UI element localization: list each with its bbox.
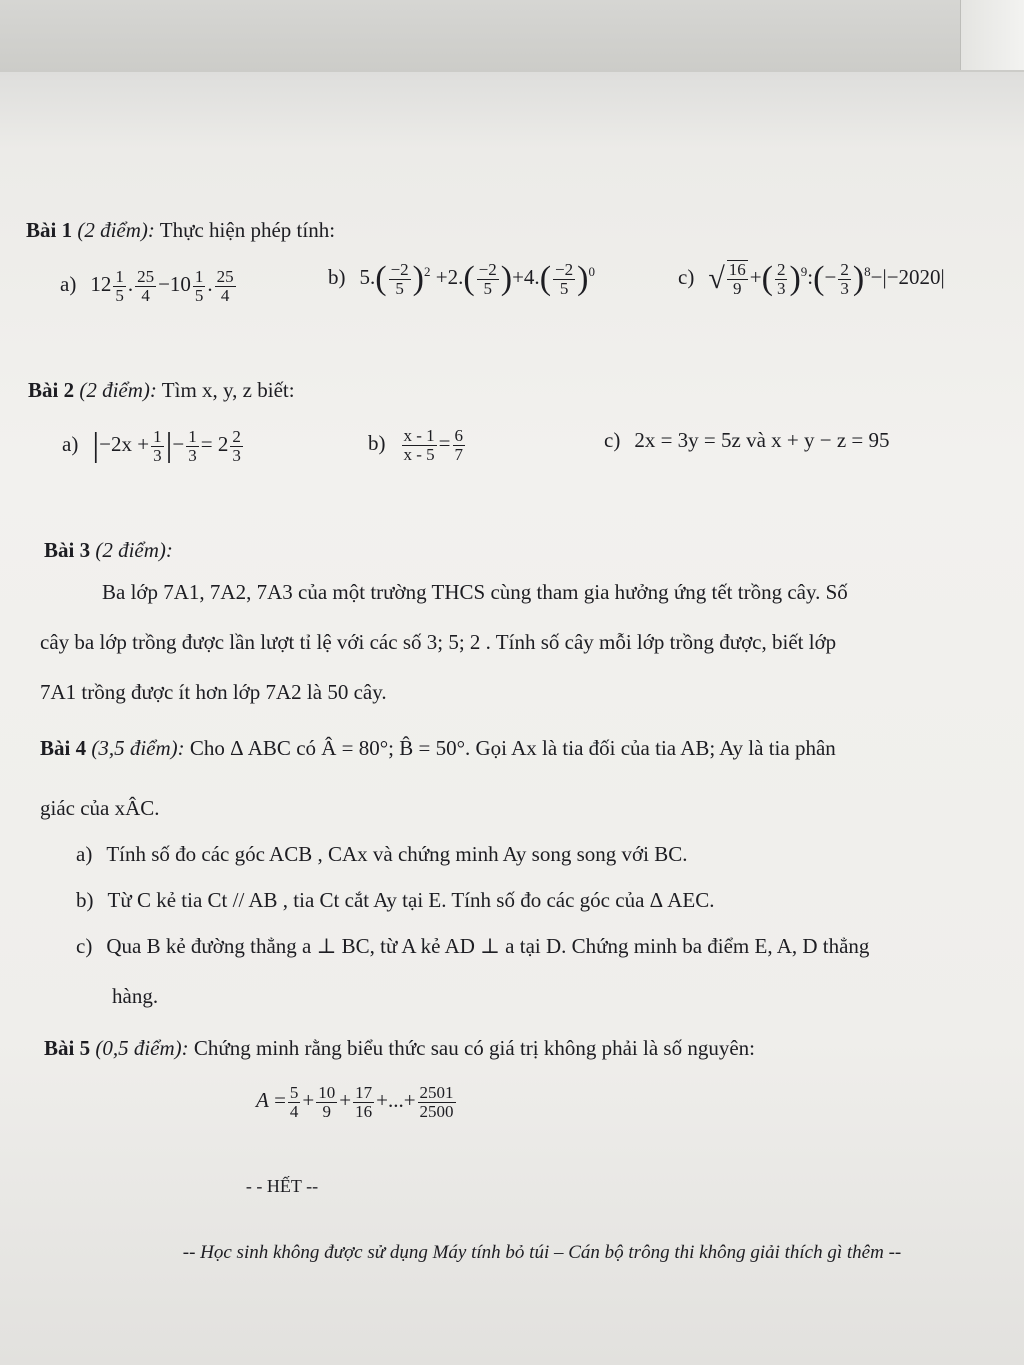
bai5-instruction: Chứng minh rằng biểu thức sau có giá trị không phải là số nguyên: — [193, 1036, 755, 1060]
bai5-heading — [44, 1036, 755, 1061]
bai1-b: b) 5.( $\frac{-2}{5}$ )$^2$ +2.( $\frac{-2}{5}$ )+4.( $\frac{-2}{5}$ )$^0$ — [328, 259, 595, 298]
bai4-c-text: Qua B kẻ đường thẳng a ⊥ BC, từ A kẻ AD ⊥ a tại D. Chứng minh ba điểm E, A, D thẳng — [106, 934, 870, 958]
bai2-b: b) $\frac{x - 1}{x - 5}$ = $\frac{6}{7}$ — [368, 426, 464, 464]
footer-note: -- Học sinh không được sử dụng Máy tính bỏ túi – Cán bộ trông thi không giải thích gì thêm -- — [182, 1242, 902, 1263]
bai5-points: (0,5 điểm): — [95, 1036, 189, 1060]
bai3-line1: Ba lớp 7A1, 7A2, 7A3 của một trường THCS cùng tham gia hưởng ứng tết trồng cây. Số — [102, 580, 848, 604]
bai4-c — [76, 936, 869, 957]
bai4-c-text2: hàng. — [112, 984, 159, 1008]
bai1-instruction: Thực hiện phép tính: — [159, 218, 336, 242]
bai5-title: Bài 5 — [44, 1036, 91, 1060]
bai4-a-label: a) — [76, 842, 93, 866]
bai2-a-label: a) — [62, 431, 79, 456]
bai4-a-text: Tính số đo các góc ACB , CAx và chứng minh Ay song song với BC. — [106, 842, 688, 866]
bai2-a: a) |−2x + $\frac{1}{3}$ |− $\frac{1}{3}$ = 2 $\frac{2}{3}$ — [62, 426, 241, 465]
bai2-c-label: c) — [604, 428, 621, 452]
bai2-c — [604, 428, 890, 453]
bai2-points: (2 điểm): — [79, 378, 157, 402]
bai4-a — [76, 844, 687, 865]
bai4-line2: giác của xÂC. — [40, 796, 160, 820]
bai4-points: (3,5 điểm): — [91, 736, 185, 760]
next-page-edge — [960, 0, 1024, 70]
bai2-heading — [28, 378, 295, 403]
end-marker: - - HẾT -- — [245, 1176, 319, 1196]
bai2-c-text: 2x = 3y = 5z và x + y − z = 95 — [634, 428, 890, 452]
bai4-b-text: Từ C kẻ tia Ct // AB , tia Ct cắt Ay tại E. Tính số đo các góc của Δ AEC. — [107, 888, 715, 912]
bai4-b — [76, 890, 714, 911]
bai1-c: c) √ $\frac{16}{9}$ +( $\frac{2}{3}$ )$^9$:(− $\frac{2}{3}$ )$^8$−|−2020| — [678, 259, 945, 298]
bai1-a-label: a) — [60, 272, 77, 297]
bai3-line2: cây ba lớp trồng được lần lượt tỉ lệ với các số 3; 5; 2 . Tính số cây mỗi lớp trồng được, biết lớp — [40, 630, 837, 654]
bai5-formula: A = $\frac{5}{4}$ + $\frac{10}{9}$ + $\frac{17}{16}$ +...+ $\frac{2501}{2500}$ — [256, 1083, 454, 1121]
bai2-b-label: b) — [368, 431, 386, 456]
bai4-b-label: b) — [76, 888, 94, 912]
bai4-c-label: c) — [76, 934, 93, 958]
exam-paper — [0, 72, 1024, 1365]
bai2-title: Bài 2 — [28, 378, 75, 402]
bai3-line3: 7A1 trồng được ít hơn lớp 7A2 là 50 cây. — [40, 680, 387, 704]
bai1-a: a) 12 $\frac{1}{5}$ . $\frac{25}{4}$ −10 $\frac{1}{5}$ . $\frac{25}{4}$ — [60, 267, 234, 305]
bai3-heading — [44, 538, 173, 563]
bai1-b-label: b) — [328, 264, 346, 289]
bai3-title: Bài 3 — [44, 538, 91, 562]
bai1-points: (2 điểm): — [77, 218, 155, 242]
bai2-instruction: Tìm x, y, z biết: — [161, 378, 295, 402]
bai3-points: (2 điểm): — [95, 538, 173, 562]
bai4-title: Bài 4 — [40, 736, 87, 760]
bai1-c-label: c) — [678, 264, 695, 289]
bai4-line1: Cho Δ ABC có Â = 80°; B̂ = 50°. Gọi Ax là tia đối của tia AB; Ay là tia phân — [189, 736, 836, 760]
bai4-heading — [40, 736, 836, 761]
bai1-heading — [26, 218, 335, 243]
bai1-title: Bài 1 — [26, 218, 73, 242]
